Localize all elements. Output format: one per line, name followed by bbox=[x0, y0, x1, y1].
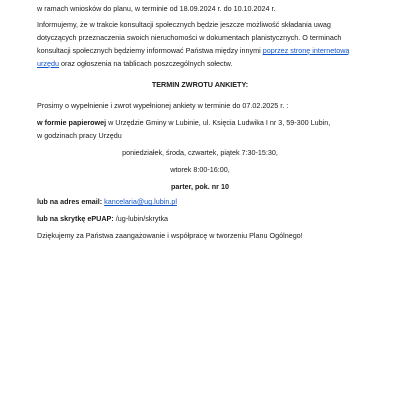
paper-form-line-2: w godzinach pracy Urzędu bbox=[37, 131, 122, 140]
office-hours-2: wtorek 8:00-16:00, bbox=[170, 165, 230, 174]
email-line bbox=[37, 197, 177, 206]
info-paragraph-text: konsultacji społecznych będziemy informować Państwa między innymi bbox=[37, 46, 263, 55]
info-paragraph-line-2: dotyczących przeznaczenia swoich nieruchomości w dokumentach planistycznych. O terminach bbox=[37, 33, 342, 42]
return-deadline-text: Prosimy o wypełnienie i zwrot wypełnionej ankiety w terminie do 07.02.2025 r. : bbox=[37, 101, 289, 110]
office-address: w Urzędzie Gminy w Lubinie, ul. Księcia Ludwika I nr 3, 59-300 Lubin, bbox=[106, 118, 331, 127]
info-paragraph-line-3 bbox=[37, 46, 349, 55]
info-paragraph-line-1: Informujemy, że w trakcie konsultacji społecznych będzie jeszcze możliwość składania uwag bbox=[37, 20, 331, 29]
epuap-line bbox=[37, 214, 168, 223]
website-link[interactable]: poprzez stronę internetową bbox=[262, 46, 350, 55]
paper-form-label: w formie papierowej bbox=[37, 118, 107, 127]
info-paragraph-line-4 bbox=[37, 59, 232, 68]
thanks-line: Dziękujemy za Państwa zaangażowanie i współpracę w tworzeniu Planu Ogólnego! bbox=[37, 231, 303, 240]
section-heading: TERMIN ZWROTU ANKIETY: bbox=[151, 80, 249, 89]
info-paragraph-text-end: oraz ogłoszenia na tablicach poszczególnych sołectw. bbox=[58, 59, 233, 68]
paper-form-line-1 bbox=[37, 118, 330, 127]
epuap-address: /ug-lubin/skrytka bbox=[113, 214, 169, 223]
office-hours-1: poniedziałek, środa, czwartek, piątek 7:30-15:30, bbox=[122, 148, 278, 157]
email-label: lub na adres email: bbox=[37, 197, 103, 206]
website-link-continued[interactable]: urzędu bbox=[37, 59, 59, 68]
office-room: parter, pok. nr 10 bbox=[171, 182, 229, 191]
epuap-label: lub na skrytkę ePUAP: bbox=[37, 214, 114, 223]
email-link[interactable]: kancelaria@ug.lubin.pl bbox=[104, 197, 177, 206]
intro-line: w ramach wniosków do planu, w terminie od 18.09.2024 r. do 10.10.2024 r. bbox=[37, 4, 276, 13]
